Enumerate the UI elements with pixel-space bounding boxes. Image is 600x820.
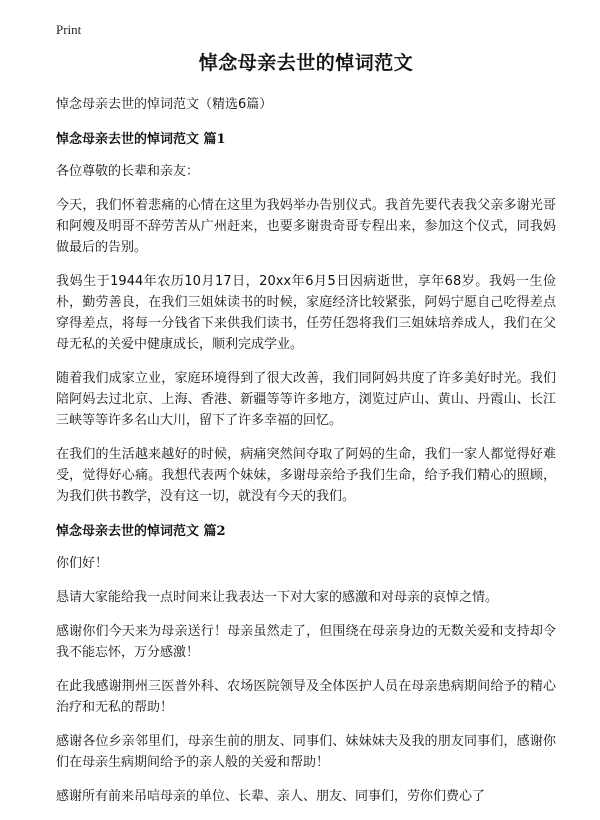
section-heading: 悼念母亲去世的悼词范文 篇1 <box>56 132 226 147</box>
paragraph: 在我们的生活越来越好的时候，病痛突然间夺取了阿妈的生命，我们一家人都觉得好难受，觉得好心痛。我想代表两个妹妹，多谢母亲给予我们生命，给予我们精心的照顾，为我们供书教学，没有这一切，就没有今天的我们。 <box>56 447 556 504</box>
paragraph: 恳请大家能给我一点时间来让我表达一下对大家的感激和对母亲的哀悼之情。 <box>56 590 499 605</box>
section-heading: 悼念母亲去世的悼词范文 篇2 <box>56 524 226 539</box>
page-title: 悼念母亲去世的悼词范文 <box>198 52 414 74</box>
paragraph: 感谢所有前来吊唁母亲的单位、长辈、亲人、朋友、同事们，劳你们费心了 <box>56 789 486 804</box>
paragraph: 各位尊敬的长辈和亲友： <box>56 164 200 179</box>
section-2 <box>56 520 556 807</box>
paragraph: 你们好！ <box>56 556 109 571</box>
paragraph: 我妈生于1944年农历10月17日，20xx年6月5日因病逝世，享年68岁。我妈一生俭朴，勤劳善良，在我们三姐妹读书的时候，家庭经济比较紧张，阿妈宁愿自己吃得差点穿得差点，将每一分钱省下来供我们读书，任劳任怨将我们三姐妹培养成人，我们在父母无私的关爱中健康成长，顺利完成学业。 <box>56 274 556 352</box>
paragraph: 今天，我们怀着悲痛的心情在这里为我妈举办告别仪式。我首先要代表我父亲多谢光哥和阿嫂及明哥不辞劳苦从广州赶来，也要多谢贵奇哥专程出来，参加这个仪式，同我妈做最后的告别。 <box>56 198 556 255</box>
paragraph: 感谢各位乡亲邻里们，母亲生前的朋友、同事们、妹妹妹夫及我的朋友同事们，感谢你们在母亲生病期间给予的亲人般的关爱和帮助！ <box>56 734 556 770</box>
print-link[interactable]: Print <box>56 22 82 37</box>
paragraph: 随着我们成家立业，家庭环境得到了很大改善，我们同阿妈共度了许多美好时光。我们陪阿妈去过北京、上海、香港、新疆等等许多地方，浏览过庐山、黄山、丹霞山、长江三峡等等许多名山大川，留下了许多幸福的回忆。 <box>56 371 556 428</box>
page-subtitle: 悼念母亲去世的悼词范文（精选6篇） <box>56 97 273 112</box>
paragraph: 感谢你们今天来为母亲送行！母亲虽然走了，但围绕在母亲身边的无数关爱和支持却令我不能忘怀，万分感激！ <box>56 624 556 660</box>
paragraph: 在此我感谢荆州三医普外科、农场医院领导及全体医护人员在母亲患病期间给予的精心治疗和无私的帮助！ <box>56 679 556 715</box>
section-1 <box>56 128 556 507</box>
document-body <box>56 48 556 820</box>
